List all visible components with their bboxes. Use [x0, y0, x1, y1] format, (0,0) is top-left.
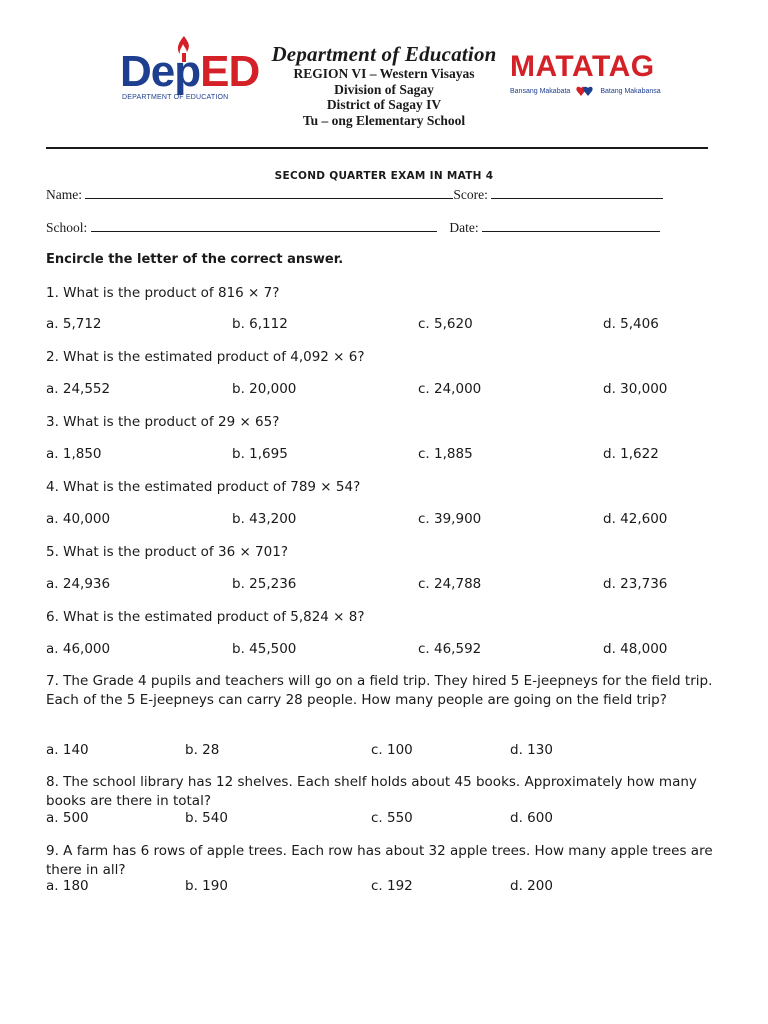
school-label: School:: [46, 220, 88, 235]
question-4: 4. What is the estimated product of 789 × 54?: [46, 479, 361, 495]
name-label: Name:: [46, 187, 82, 202]
deped-word-ed: ED: [200, 47, 260, 96]
option-c[interactable]: c. 550: [371, 810, 413, 826]
score-label: Score:: [453, 187, 488, 202]
score-blank[interactable]: [491, 187, 663, 199]
option-b[interactable]: b. 28: [185, 742, 220, 758]
instruction: Encircle the letter of the correct answer.: [46, 252, 344, 267]
matatag-tag-right: Batang Makabansa: [600, 87, 661, 95]
options-5: [46, 576, 716, 594]
school-blank[interactable]: [91, 220, 437, 232]
options-3: [46, 446, 716, 464]
option-b[interactable]: b. 1,695: [232, 446, 288, 462]
option-a[interactable]: a. 500: [46, 810, 89, 826]
option-b[interactable]: b. 43,200: [232, 511, 297, 527]
option-a[interactable]: a. 5,712: [46, 316, 102, 332]
deped-subtitle: DEPARTMENT OF EDUCATION: [122, 94, 229, 101]
option-b[interactable]: b. 45,500: [232, 641, 297, 657]
options-7: [46, 742, 716, 760]
document-header: [0, 30, 768, 140]
option-c[interactable]: c. 46,592: [418, 641, 482, 657]
option-a[interactable]: a. 40,000: [46, 511, 111, 527]
option-b[interactable]: b. 540: [185, 810, 228, 826]
name-score-row: [46, 187, 663, 203]
option-a[interactable]: a. 1,850: [46, 446, 102, 462]
question-8: 8. The school library has 12 shelves. Each shelf holds about 45 books. Approximately how many books are there in total?: [46, 774, 697, 809]
department-block: [264, 42, 504, 128]
deped-word-dep: Dep: [120, 47, 201, 96]
option-c[interactable]: c. 24,788: [418, 576, 482, 592]
option-c[interactable]: c. 39,900: [418, 511, 482, 527]
option-c[interactable]: c. 24,000: [418, 381, 482, 397]
option-c[interactable]: c. 1,885: [418, 446, 473, 462]
question-9: 9. A farm has 6 rows of apple trees. Each row has about 32 apple trees. How many apple trees are there in all?: [46, 843, 713, 878]
date-label: Date:: [449, 220, 479, 235]
hearts-icon: [576, 85, 594, 97]
option-c[interactable]: c. 5,620: [418, 316, 473, 332]
exam-title: SECOND QUARTER EXAM IN MATH 4: [274, 170, 494, 182]
question-6: 6. What is the estimated product of 5,824 × 8?: [46, 609, 365, 625]
option-d[interactable]: d. 130: [510, 742, 553, 758]
options-9: [46, 878, 716, 896]
question-1: 1. What is the product of 816 × 7?: [46, 285, 280, 301]
options-8: [46, 810, 716, 828]
option-b[interactable]: b. 25,236: [232, 576, 297, 592]
option-b[interactable]: b. 190: [185, 878, 228, 894]
department-title: Department of Education: [271, 42, 497, 66]
option-d[interactable]: d. 1,622: [603, 446, 659, 462]
options-2: [46, 381, 716, 399]
option-b[interactable]: b. 6,112: [232, 316, 288, 332]
option-d[interactable]: d. 23,736: [603, 576, 668, 592]
division-line: Division of Sagay: [334, 81, 434, 97]
option-d[interactable]: d. 48,000: [603, 641, 668, 657]
deped-wordmark: [120, 47, 260, 96]
option-c[interactable]: c. 192: [371, 878, 413, 894]
option-a[interactable]: a. 24,936: [46, 576, 111, 592]
deped-logo: [120, 36, 260, 106]
question-3: 3. What is the product of 29 × 65?: [46, 414, 280, 430]
question-7: 7. The Grade 4 pupils and teachers will go on a field trip. They hired 5 E-jeepneys for the field trip. Each of the 5 E-jeepneys can carry 28 people. How many people are going on the field trip?: [46, 673, 713, 708]
options-4: [46, 511, 716, 529]
district-line: District of Sagay IV: [326, 97, 442, 112]
region-line: REGION VI – Western Visayas: [293, 66, 475, 81]
option-a[interactable]: a. 24,552: [46, 381, 111, 397]
option-a[interactable]: a. 140: [46, 742, 89, 758]
option-d[interactable]: d. 200: [510, 878, 553, 894]
school-name-line: Tu – ong Elementary School: [302, 112, 466, 128]
options-1: [46, 316, 716, 334]
option-d[interactable]: d. 600: [510, 810, 553, 826]
date-blank[interactable]: [482, 220, 660, 232]
option-d[interactable]: d. 5,406: [603, 316, 659, 332]
school-date-row: [46, 220, 660, 236]
option-a[interactable]: a. 180: [46, 878, 89, 894]
option-d[interactable]: d. 30,000: [603, 381, 668, 397]
option-d[interactable]: d. 42,600: [603, 511, 668, 527]
name-blank[interactable]: [85, 187, 453, 199]
question-5: 5. What is the product of 36 × 701?: [46, 544, 288, 560]
option-a[interactable]: a. 46,000: [46, 641, 111, 657]
question-2: 2. What is the estimated product of 4,092 × 6?: [46, 349, 365, 365]
header-divider: [46, 147, 708, 149]
option-c[interactable]: c. 100: [371, 742, 413, 758]
matatag-wordmark: MATATAG: [510, 50, 655, 83]
matatag-tagline: [510, 85, 670, 97]
matatag-tag-left: Bansang Makabata: [510, 87, 571, 95]
option-b[interactable]: b. 20,000: [232, 381, 297, 397]
matatag-logo: [510, 52, 670, 112]
options-6: [46, 641, 716, 659]
